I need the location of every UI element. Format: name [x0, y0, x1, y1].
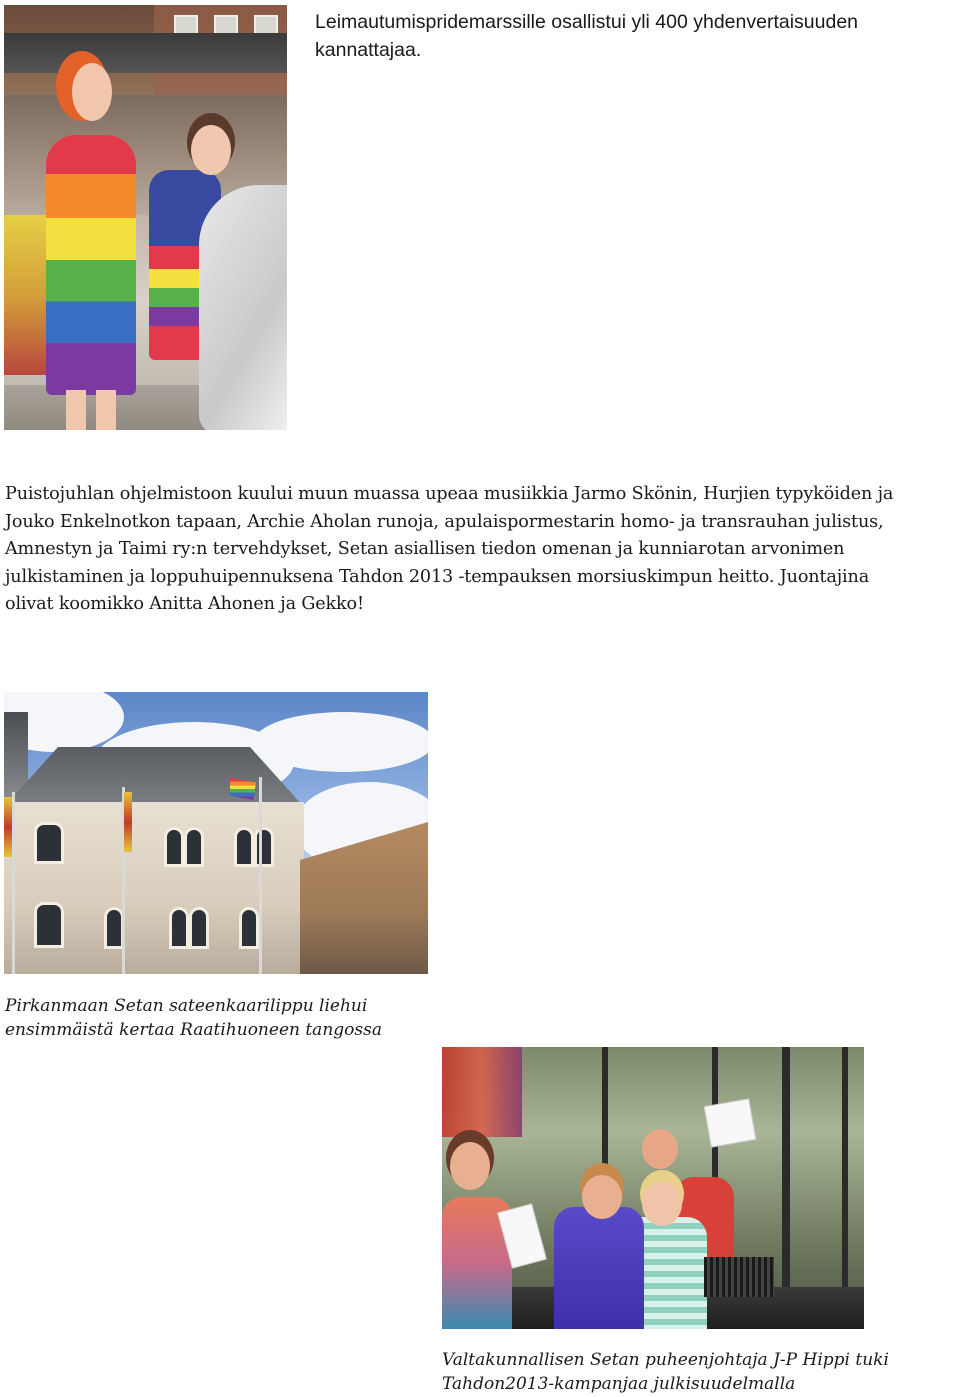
hall-window [239, 907, 259, 949]
city-flag [124, 792, 132, 852]
hall-window [189, 907, 209, 949]
caption-line: ensimmäistä kertaa Raatihuoneen tangossa [5, 1020, 382, 1040]
caption-line: Valtakunnallisen Setan puheenjohtaja J-P Hippi tuki [442, 1350, 889, 1370]
paragraph-line: Amnestyn ja Taimi ry:n tervehdykset, Setan asiallisen tiedon omenan ja kunniarotan arvonimen [5, 539, 845, 559]
paragraph-line: julkistaminen ja loppuhuipennuksena Tahdon 2013 -tempauksen morsiuskimpun heitto. Juontajina [5, 566, 870, 587]
cloud [254, 712, 428, 772]
hall-window [164, 827, 184, 867]
hall-window [34, 822, 64, 864]
person-legs [66, 390, 116, 430]
hall-window [184, 827, 204, 867]
paper-sheet [704, 1098, 757, 1147]
stage-kiss-photo [442, 1047, 864, 1329]
pride-march-photo [4, 5, 287, 430]
rainbow-dress-person [46, 135, 136, 395]
hall-window [104, 907, 124, 949]
photo-caption-city-hall [5, 994, 445, 1042]
flag-pole [259, 777, 262, 974]
person-head [642, 1182, 682, 1226]
music-stand [704, 1257, 774, 1297]
event-description-paragraph [5, 481, 960, 619]
person-purple-shirt [554, 1207, 644, 1329]
city-hall-rainbow-flag-photo [4, 692, 428, 974]
person-head-red-hair [72, 63, 112, 121]
city-flag [4, 797, 12, 857]
person-head [191, 125, 231, 175]
photo-caption-stage [442, 1348, 912, 1396]
person-head [642, 1129, 678, 1169]
hall-window [254, 827, 274, 867]
photo-caption-march: Leimautumispridemarssille osallistui yli 400 yhdenvertaisuuden kannattajaa. [315, 11, 859, 61]
hall-window [34, 902, 64, 948]
paragraph-line: olivat koomikko Anitta Ahonen ja Gekko! [5, 594, 364, 614]
hall-window [234, 827, 254, 867]
person-head [582, 1175, 622, 1219]
white-car [199, 185, 287, 430]
paragraph-line: Puistojuhlan ohjelmistoon kuului muun muassa upeaa musiikkia Jarmo Skönin, Hurjien typyköiden ja [5, 484, 894, 504]
stage-canopy [442, 1047, 522, 1137]
flag-pole [12, 792, 15, 974]
caption-line: Tahdon2013-kampanjaa julkisuudelmalla [442, 1374, 796, 1394]
market-tent [4, 33, 287, 73]
caption-line: Pirkanmaan Setan sateenkaarilippu liehui [5, 996, 368, 1016]
paragraph-line: Jouko Enkelnotkon tapaan, Archie Aholan runoja, apulaispormestarin homo- ja transrauhan julistus, [5, 511, 884, 532]
person-head [450, 1142, 490, 1190]
hall-window [169, 907, 189, 949]
